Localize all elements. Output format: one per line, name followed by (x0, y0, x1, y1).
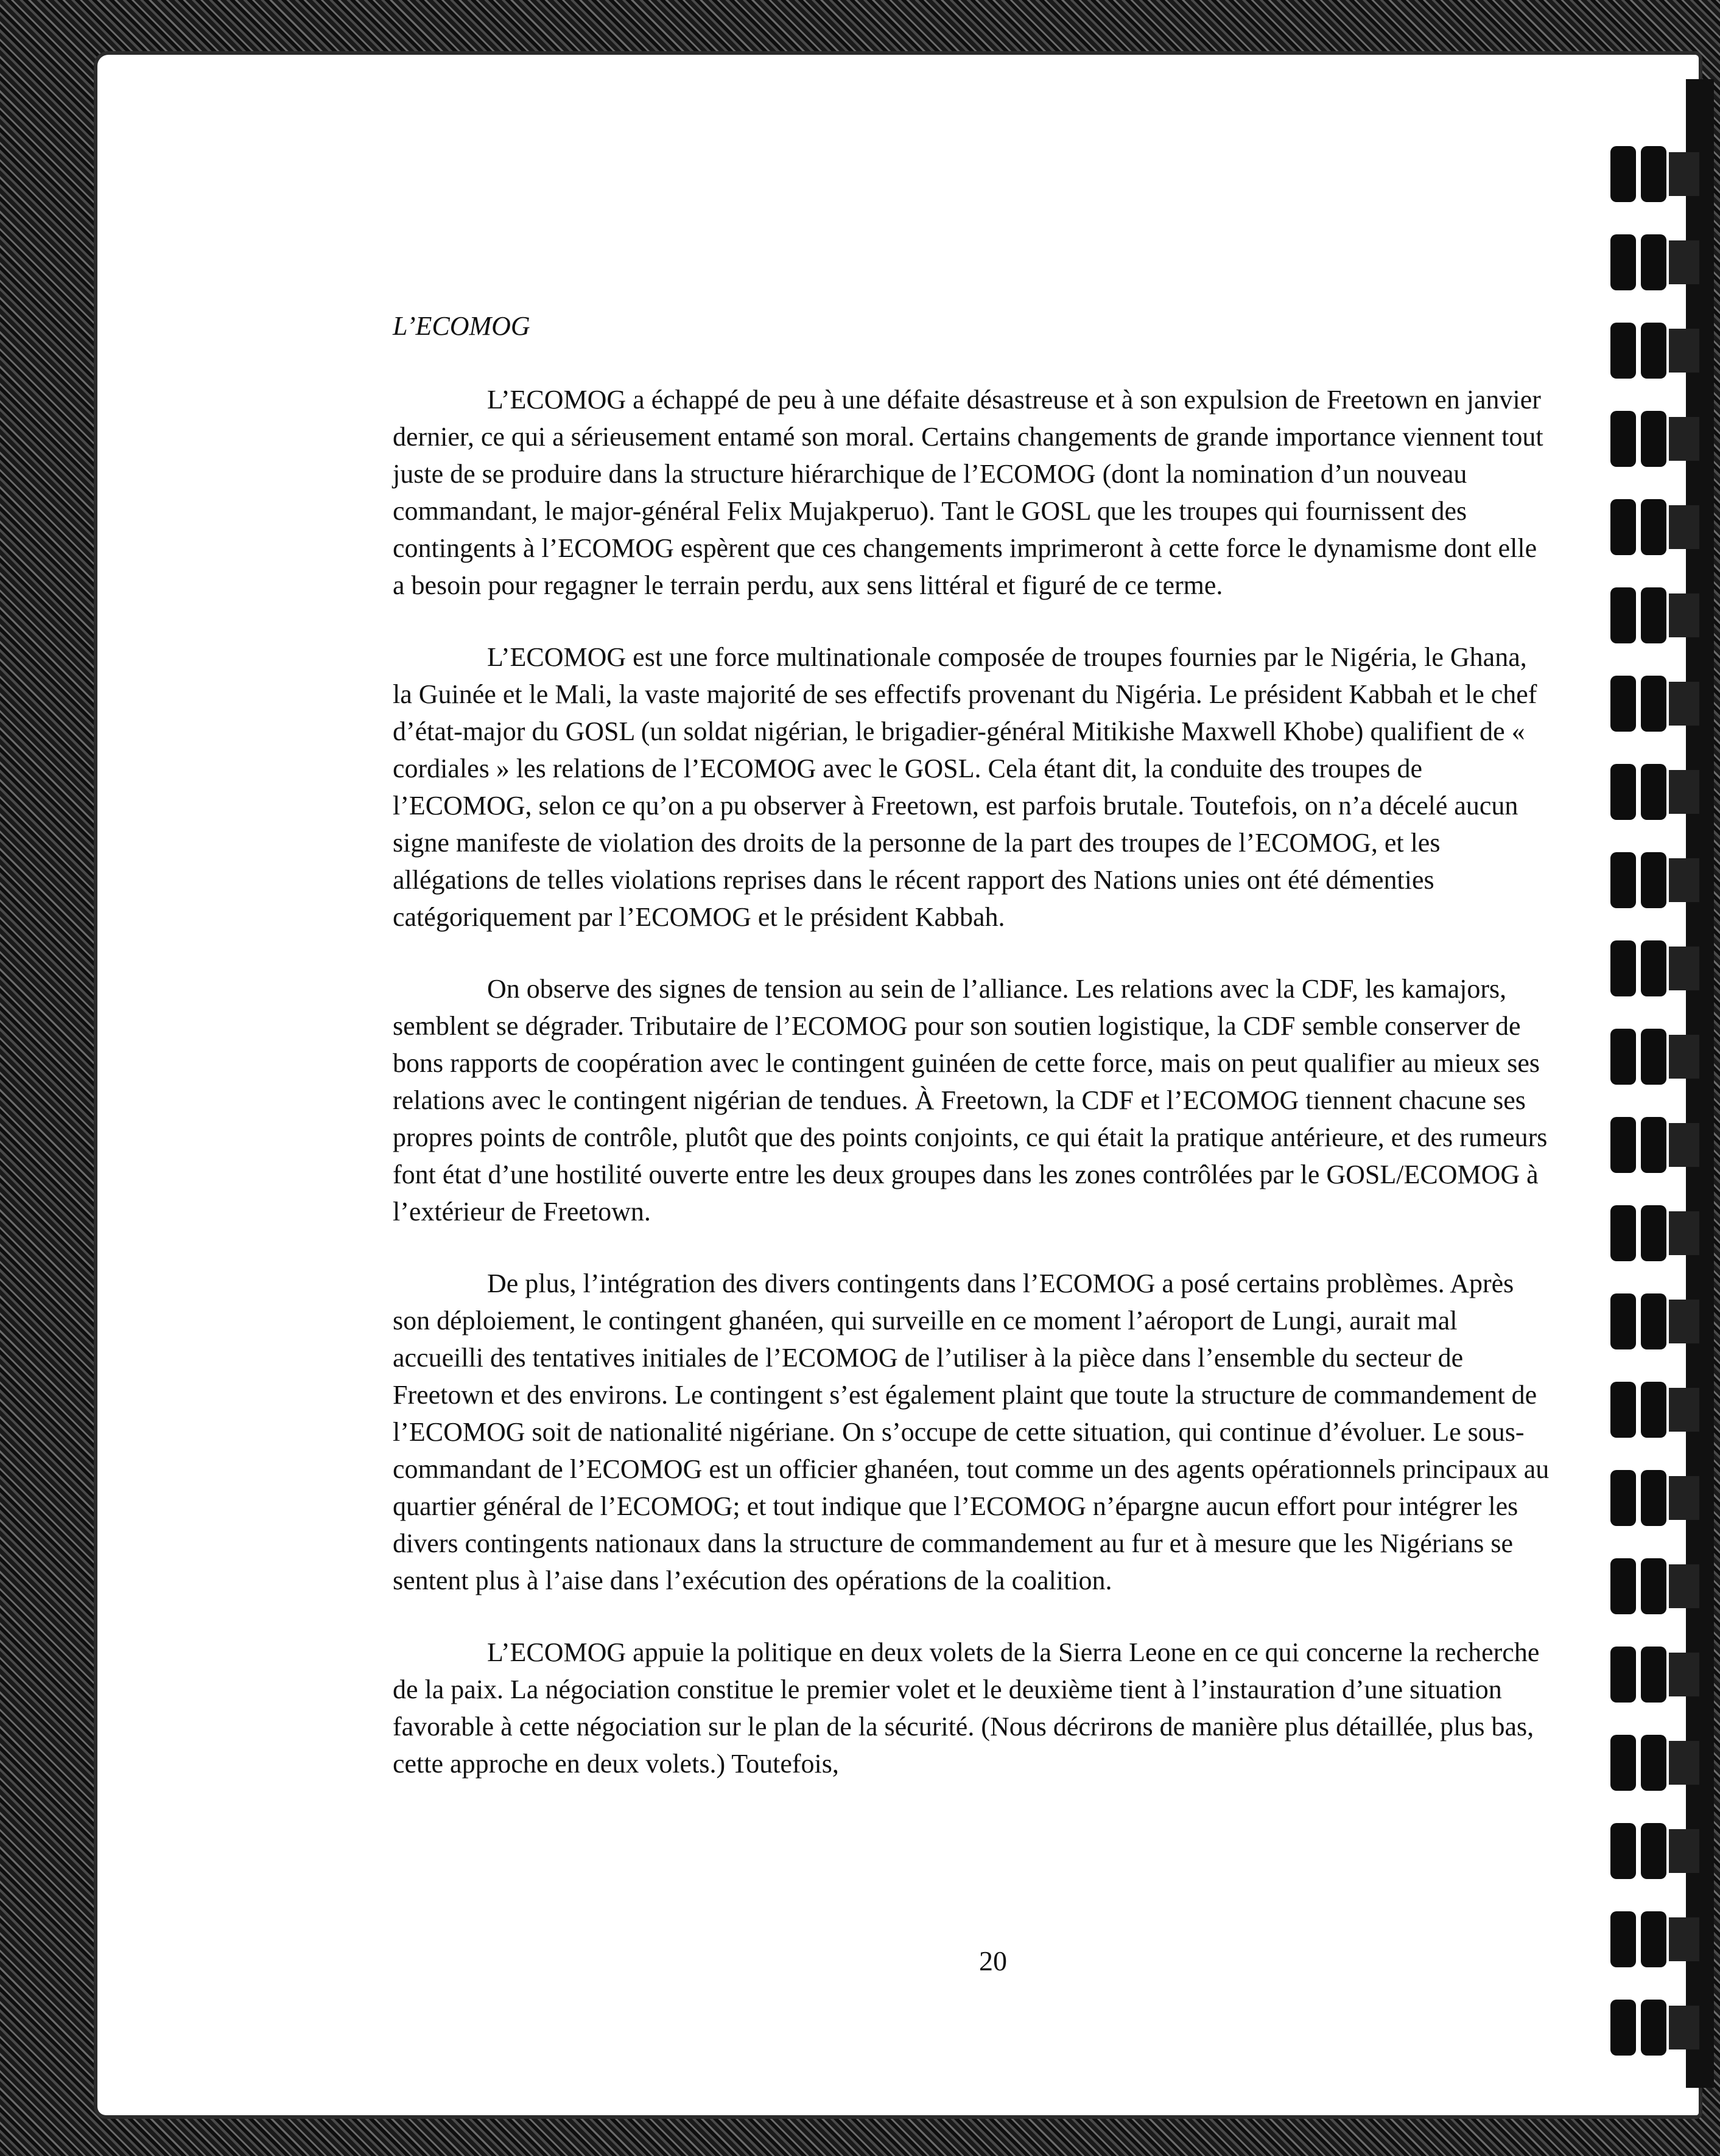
binding-ring (1610, 146, 1702, 202)
binding-ring (1610, 676, 1702, 732)
paragraph-4: De plus, l’intégration des divers contingents dans l’ECOMOG a posé certains problèmes. Après son déploiement, le contingent ghanéen, qui surveille en ce moment l’aéroport de Lungi, aurait mal accueilli des tentatives initiales de l’ECOMOG de l’utiliser à la pièce dans l’ensemble du secteur de Freetown et des environs. Le contingent s’est également plaint que toute la structure de commandement de l’ECOMOG soit de nationalité nigériane. On s’occupe de cette situation, qui continue d’évoluer. Le sous-commandant de l’ECOMOG est un officier ghanéen, tout comme un des agents opérationnels principaux au quartier général de l’ECOMOG; et tout indique que l’ECOMOG n’épargne aucun effort pour intégrer les divers contingents nationaux dans la structure de commandement au fur et à mesure que les Nigérians se sentent plus à l’aise dans l’exécution des opérations de la coalition. (393, 1269, 1550, 1595)
binding-ring (1610, 499, 1702, 555)
binding-ring (1610, 764, 1702, 820)
binding-ring (1610, 1470, 1702, 1526)
binding-ring (1610, 323, 1702, 379)
binding-ring (1610, 411, 1702, 467)
binding-ring (1610, 587, 1702, 643)
binding-ring (1610, 1117, 1702, 1173)
section-heading: L’ECOMOG (393, 311, 530, 341)
paragraph-2: L’ECOMOG est une force multinationale composée de troupes fournies par le Nigéria, le Ghana, la Guinée et le Mali, la vaste majorité de ses effectifs provenant du Nigéria. Le président Kabbah et le chef d’état-major du GOSL (un soldat nigérian, le brigadier-général Mitikishe Maxwell Khobe) qualifient de « cordiales » les relations de l’ECOMOG avec le GOSL. Cela étant dit, la conduite des troupes de l’ECOMOG, selon ce qu’on a pu observer à Freetown, est parfois brutale. Toutefois, on n’a décelé aucun signe manifeste de violation des droits de la personne de la part des troupes de l’ECOMOG, et les allégations de telles violations reprises dans le récent rapport des Nations unies ont été démenties catégoriquement par l’ECOMOG et le président Kabbah. (393, 642, 1537, 932)
binding-ring (1610, 2000, 1702, 2056)
binding-ring (1610, 1911, 1702, 1967)
paragraph-3: On observe des signes de tension au sein de l’alliance. Les relations avec la CDF, les kamajors, semblent se dégrader. Tributaire de l’ECOMOG pour son soutien logistique, la CDF semble conserver de bons rapports de coopération avec le contingent guinéen de cette force, mais on peut qualifier au mieux ses relations avec le contingent nigérian de tendues. À Freetown, la CDF et l’ECOMOG tiennent chacune ses propres points de contrôle, plutôt que des points conjoints, ce qui était la pratique antérieure, et des rumeurs font état d’une hostilité ouverte entre les deux groupes dans les zones contrôlées par le GOSL/ECOMOG à l’extérieur de Freetown. (393, 974, 1548, 1227)
paragraph-5: L’ECOMOG appuie la politique en deux volets de la Sierra Leone en ce qui concerne la recherche de la paix. La négociation constitue le premier volet et le deuxième tient à l’instauration d’une situation favorable à cette négociation sur le plan de la sécurité. (Nous décrirons de manière plus détaillée, plus bas, cette approche en deux volets.) Toutefois, (393, 1637, 1540, 1779)
paragraph-1: L’ECOMOG a échappé de peu à une défaite désastreuse et à son expulsion de Freetown en janvier dernier, ce qui a sérieusement entamé son moral. Certains changements de grande importance viennent tout juste de se produire dans la structure hiérarchique de l’ECOMOG (dont la nomination d’un nouveau commandant, le major-général Felix Mujakperuo). Tant le GOSL que les troupes qui fournissent des contingents à l’ECOMOG espèrent que ces changements imprimeront à cette force le dynamisme dont elle a besoin pour regagner le terrain perdu, aux sens littéral et figuré de ce terme. (393, 385, 1543, 600)
paper-sheet (97, 55, 1699, 2115)
binding-ring (1610, 1205, 1702, 1261)
binding-ring (1610, 852, 1702, 908)
document-body (393, 307, 1550, 1817)
binding-ring (1610, 1029, 1702, 1085)
page-number: 20 (979, 1945, 1007, 1976)
binding-ring (1610, 1293, 1702, 1349)
binding-ring (1610, 1382, 1702, 1438)
binding-ring (1610, 1558, 1702, 1614)
binding-ring (1610, 1647, 1702, 1703)
binding-ring (1610, 1735, 1702, 1791)
binding-ring (1610, 1823, 1702, 1879)
binding-ring (1610, 234, 1702, 290)
binding-ring (1610, 940, 1702, 996)
spiral-binding (1598, 79, 1720, 2088)
